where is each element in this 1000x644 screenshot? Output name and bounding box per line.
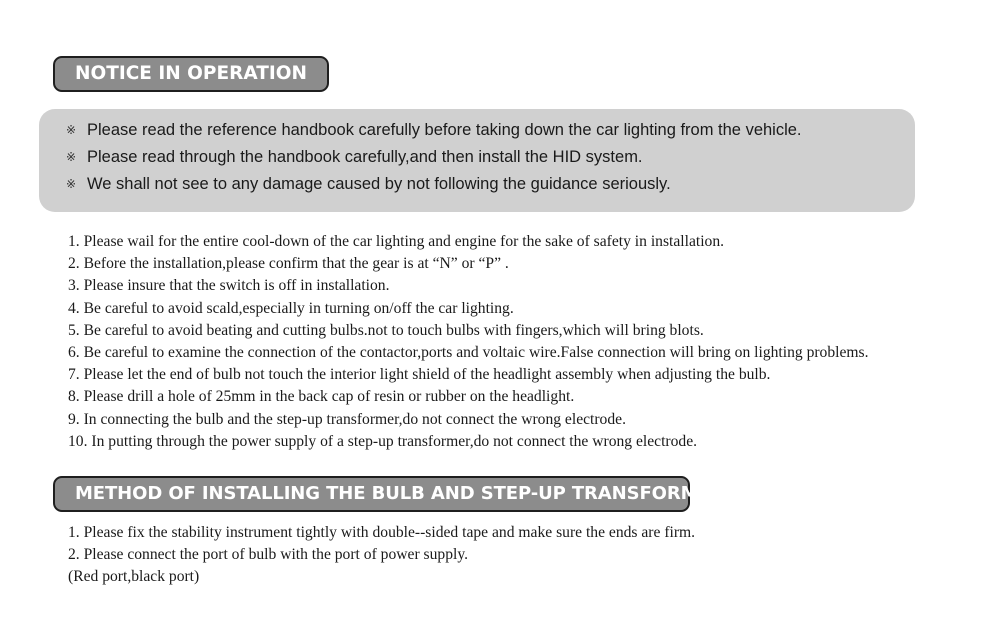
reference-mark-icon: ※ — [66, 150, 77, 164]
notice-note-text: Please read the reference handbook carefully before taking down the car lighting from the vehicle. — [87, 121, 802, 139]
reference-mark-icon: ※ — [66, 177, 77, 191]
list-item: 2. Please connect the port of bulb with the port of power supply. — [68, 546, 469, 564]
notice-note-text: Please read through the handbook carefully,and then install the HID system. — [87, 148, 643, 166]
list-item: 4. Be careful to avoid scald,especially in turning on/off the car lighting. — [68, 299, 514, 317]
list-item: 6. Be careful to examine the connection of the contactor,ports and voltaic wire.False connection will bring on lighting problems. — [68, 343, 869, 361]
reference-mark-icon: ※ — [66, 123, 77, 137]
list-item: 1. Please fix the stability instrument tightly with double--sided tape and make sure the ends are firm. — [68, 524, 696, 541]
list-item: (Red port,black port) — [68, 568, 200, 586]
list-item: 8. Please drill a hole of 25mm in the back cap of resin or rubber on the headlight. — [68, 388, 575, 406]
notice-note — [66, 121, 802, 140]
method-instructions-list — [68, 522, 695, 589]
list-item: 9. In connecting the bulb and the step-up transformer,do not connect the wrong electrode. — [68, 410, 626, 428]
notice-note — [66, 175, 671, 194]
list-item: 10. In putting through the power supply of a step-up transformer,do not connect the wrong electrode. — [68, 432, 698, 450]
notice-note-text: We shall not see to any damage caused by not following the guidance seriously. — [87, 175, 671, 193]
notice-section-title: NOTICE IN OPERATION — [53, 56, 329, 92]
method-section-title: METHOD OF INSTALLING THE BULB AND STEP-UP TRANSFORMER — [53, 476, 690, 512]
list-item: 1. Please wail for the entire cool-down of the car lighting and engine for the sake of safety in installation. — [68, 233, 725, 250]
list-item: 2. Before the installation,please confirm that the gear is at “N” or “P” . — [68, 255, 509, 273]
list-item: 7. Please let the end of bulb not touch the interior light shield of the headlight assembly when adjusting the bulb. — [68, 366, 771, 384]
notice-box — [39, 109, 915, 212]
list-item: 5. Be careful to avoid beating and cutting bulbs.not to touch bulbs with fingers,which will bring blots. — [68, 321, 704, 339]
operation-instructions-list — [68, 231, 869, 453]
list-item: 3. Please insure that the switch is off in installation. — [68, 277, 390, 295]
notice-note — [66, 148, 643, 167]
